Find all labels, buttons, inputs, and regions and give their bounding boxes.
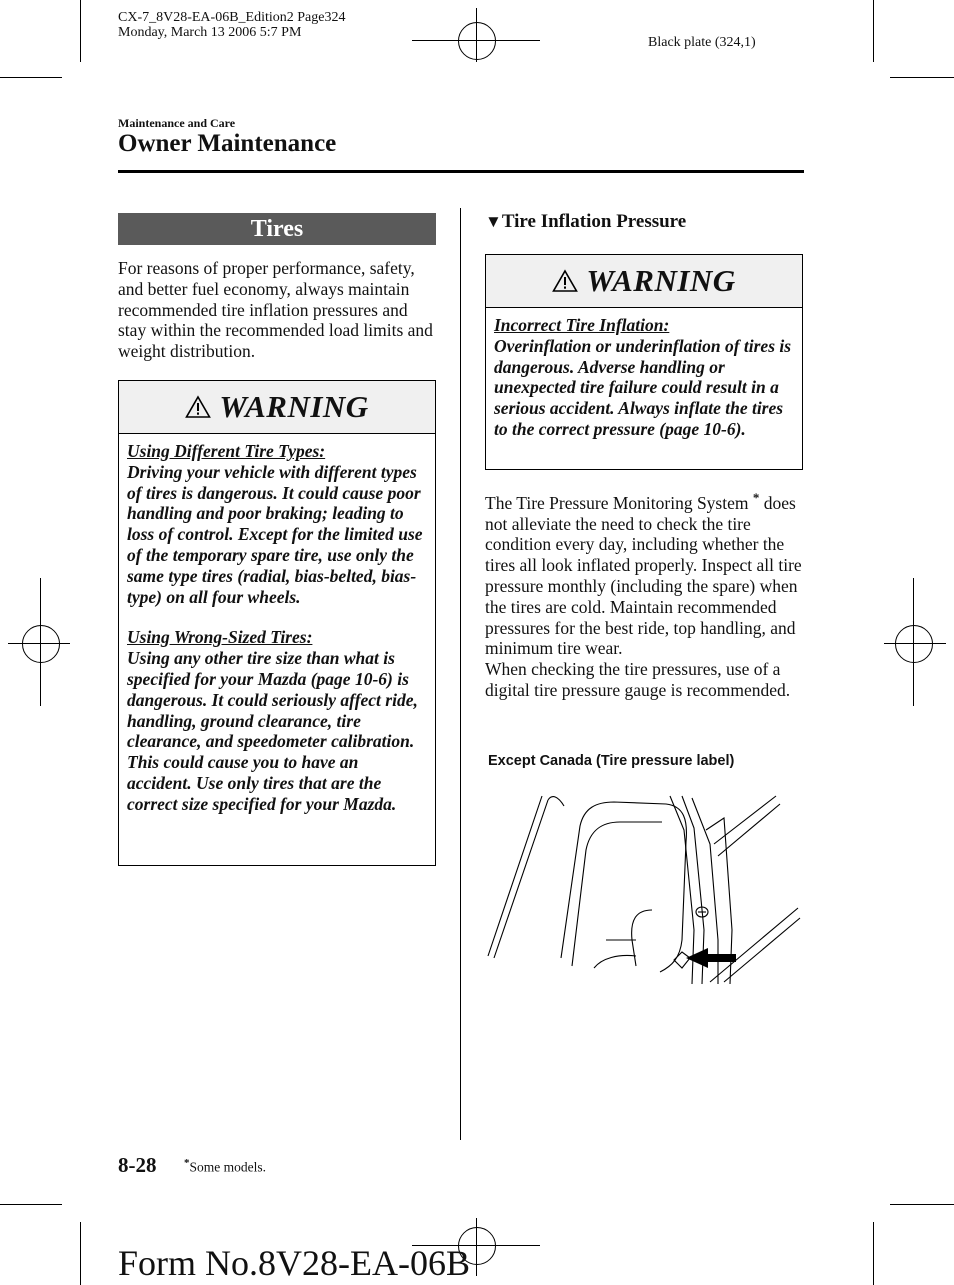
- warning-triangle-icon: [185, 395, 211, 419]
- title-rule: [118, 170, 804, 173]
- warning-body: [119, 434, 435, 823]
- warning-box-inflation: [485, 254, 803, 470]
- crop-mark: [890, 1204, 954, 1205]
- warning-subtitle: Incorrect Tire Inflation:: [494, 315, 670, 335]
- column-divider: [460, 208, 461, 1140]
- registration-circle: [458, 22, 496, 60]
- figure-caption: Except Canada (Tire pressure label): [488, 753, 735, 769]
- tires-heading: Tires: [118, 213, 436, 245]
- warning-text: Overinflation or underinflation of tires is dangerous. Adverse handling or unexpected tire failure could result in a serious accident. Always inflate the tires to the correct pressure (page 10-6).: [494, 335, 792, 439]
- warning-title: WARNING: [219, 389, 369, 424]
- form-number: Form No.8V28-EA-06B: [118, 1243, 470, 1283]
- left-column: [118, 213, 436, 362]
- warning-triangle-icon: [552, 269, 578, 293]
- optional-star-icon: *: [752, 490, 760, 505]
- triangle-marker-icon: ▼: [485, 212, 502, 231]
- print-job-line: CX-7_8V28-EA-06B_Edition2 Page324: [118, 10, 346, 25]
- warning-subtitle: Using Wrong-Sized Tires:: [127, 627, 313, 648]
- warning-text: Driving your vehicle with different types of tires is dangerous. It could cause poor handling and poor braking; leading to loss of control. Except for the limited use of the temporary spare tire, use only the same type tires (radial, bias-belted, bias-type) on all four wheels.: [127, 461, 423, 607]
- tires-intro: For reasons of proper performance, safety, and better fuel economy, always maintain recommended tire inflation pressures and stay within the recommended load limits and weight distribution.: [118, 258, 433, 362]
- crop-mark: [80, 1222, 81, 1285]
- gauge-paragraph: When checking the tire pressures, use of a digital tire pressure gauge is recommended.: [485, 659, 791, 700]
- optional-star-icon: *: [184, 1157, 190, 1169]
- crop-mark: [873, 0, 874, 62]
- footnote: [184, 1157, 266, 1176]
- registration-circle: [22, 625, 60, 663]
- inflation-heading-text: Tire Inflation Pressure: [501, 211, 687, 232]
- tpms-text-start: The Tire Pressure Monitoring System: [485, 492, 749, 513]
- inflation-heading: [485, 211, 686, 233]
- warning-header: [119, 381, 435, 434]
- door-jamb-label-illustration: [486, 790, 806, 986]
- crop-mark: [80, 0, 81, 62]
- warning-text: Using any other tire size than what is specified for your Mazda (page 10-6) is dangerous. It could seriously affect ride, handling, ground clearance, tire clearance, and speedometer calibration. This could cause you to have an accident. Use only tires that are the correct size specified for your Mazda.: [127, 648, 418, 814]
- print-date-line: Monday, March 13 2006 5:7 PM: [118, 25, 302, 40]
- warning-body: [486, 308, 802, 448]
- section-category: Maintenance and Care: [118, 116, 236, 130]
- page-title: Owner Maintenance: [118, 130, 337, 157]
- tpms-paragraph: [485, 488, 807, 701]
- warning-box-tire-types: [118, 380, 436, 866]
- footnote-text: Some models.: [189, 1159, 266, 1175]
- page-number: 8-28: [118, 1153, 157, 1177]
- crop-mark: [0, 77, 62, 78]
- warning-subtitle: Using Different Tire Types:: [127, 441, 326, 461]
- crop-mark: [890, 77, 954, 78]
- crop-mark: [873, 1222, 874, 1285]
- warning-header: [486, 255, 802, 308]
- tpms-text-rest: does not alleviate the need to check the tire condition every day, including whether the tires all look inflated properly. Inspect all tire pressure monthly (including the spare) when the tires are cold. Maintain recommended pressures for the best ride, top handling, and minimum tire wear.: [485, 492, 802, 659]
- warning-title: WARNING: [586, 263, 736, 298]
- crop-mark: [0, 1204, 62, 1205]
- registration-circle: [895, 625, 933, 663]
- plate-label: Black plate (324,1): [648, 35, 756, 50]
